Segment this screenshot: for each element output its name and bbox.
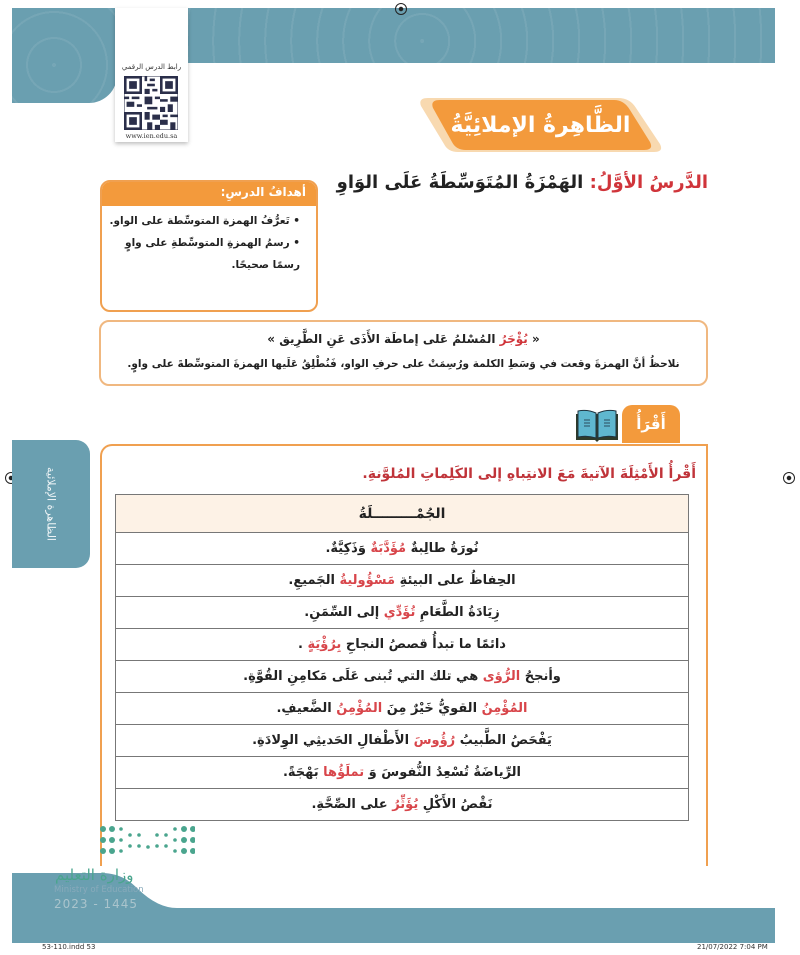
- read-badge: [622, 405, 680, 443]
- qr-label: رابط الدرس الرقمي: [121, 63, 182, 71]
- sentence-cell: [116, 757, 689, 789]
- objective-item: • رسمُ الهمزةِ المتوسِّطةِ على واوٍ رسمًا صحيحًا.: [108, 232, 300, 276]
- quote-text: المُسْلمُ عَلى إماطَة الأَذَى عَنِ الطَّرِيق: [279, 332, 496, 346]
- table-row: [116, 757, 689, 789]
- logo-dot: [181, 837, 187, 843]
- ministry-logo-icon: [100, 823, 195, 859]
- open-book-icon: [574, 408, 620, 444]
- sentence-text: إلى السِّمَنِ.: [304, 605, 380, 620]
- logo-dot: [155, 844, 159, 848]
- ministry-year: 2023 - 1445: [54, 897, 139, 911]
- logo-dot: [173, 827, 177, 831]
- top-banner-left: [12, 8, 117, 103]
- logo-dot: [119, 827, 123, 831]
- top-banner-right: [187, 8, 775, 63]
- sentence-text: القويُّ خَيْرٌ مِنَ: [386, 701, 478, 716]
- side-tab: [12, 440, 90, 568]
- lesson-label: الدَّرسُ الأوَّلُ:: [589, 172, 708, 193]
- logo-dot: [173, 849, 177, 853]
- sentence-cell: [116, 565, 689, 597]
- intro-quote: [101, 328, 706, 350]
- sentence-text: دائمًا ما تبدأُ قصصُ النجاحِ: [345, 637, 506, 652]
- sentences-table: [115, 494, 689, 821]
- read-badge-label: أَقْرَأُ: [636, 415, 666, 433]
- table-header: الجُمْـــــــــلَةُ: [116, 495, 689, 533]
- logo-dot: [119, 849, 123, 853]
- logo-dot: [100, 837, 106, 843]
- section-title-banner: [418, 96, 663, 154]
- sentence-text: هي تلك التي تُبنى عَلَى مَكامِنِ القُوَّةِ.: [243, 669, 479, 684]
- lesson-objectives-box: [100, 180, 318, 312]
- logo-dot: [190, 826, 195, 832]
- logo-dot: [109, 826, 115, 832]
- table-row: [116, 661, 689, 693]
- qr-url[interactable]: www.ien.edu.sa: [125, 132, 178, 140]
- sentence-text: الرِّياضَةُ تُسْعِدُ النُّفوسَ وَ: [368, 765, 521, 780]
- sentence-cell: [116, 597, 689, 629]
- side-tab-label: الظاهرة الإملائية: [44, 467, 58, 541]
- logo-dot: [173, 838, 177, 842]
- sentence-text: وَذَكِيَّةٌ.: [325, 541, 366, 556]
- sentence-text: على الصِّحَّةِ.: [311, 797, 388, 812]
- logo-dot: [164, 833, 168, 837]
- highlighted-word: الرُّؤى: [482, 669, 521, 684]
- sentence-text: الضَّعيفِ.: [276, 701, 332, 716]
- logo-dot: [164, 844, 168, 848]
- quote-close: »: [267, 332, 276, 346]
- logo-dot: [109, 848, 115, 854]
- highlighted-word: بِرُؤْيَةٍ: [307, 637, 342, 652]
- sentence-text: الحِفاظُ على البيئةِ: [399, 573, 516, 588]
- objective-item: • تَعرُّفُ الهمزة المتوسِّطة على الواو.: [108, 210, 300, 232]
- highlighted-word: المُؤْمِنُ: [336, 701, 383, 716]
- sentence-text: بَهْجَةً.: [282, 765, 319, 780]
- table-row: [116, 789, 689, 821]
- table-row: [116, 533, 689, 565]
- qr-card[interactable]: [115, 8, 188, 142]
- lesson-title: [326, 168, 708, 198]
- sentence-text: يَفْحَصُ الطَّبيبُ: [459, 733, 552, 748]
- intro-note: نلاحظُ أنَّ الهمزةَ وقعت في وَسَطِ الكلمة ورُسِمَتْ على حرفِ الواو، فَنُطْلِقُ عَلَيها الهمزةَ المتوسِّطةَ على واوٍ.: [127, 358, 680, 370]
- highlighted-word: رُؤُوسَ: [413, 733, 456, 748]
- table-header-row: [116, 495, 689, 533]
- sentence-cell: [116, 629, 689, 661]
- sentence-text: زِيَادَةُ الطَّعَامِ: [419, 605, 500, 620]
- sentence-cell: [116, 789, 689, 821]
- registration-mark-icon: [395, 3, 407, 15]
- objectives-header: [102, 182, 316, 206]
- read-instruction: أَقْرأُ الأَمْثِلَةَ الآتيةَ مَعَ الانتِباهِ إلى الكَلِماتِ المُلوَّنةِ.: [362, 466, 696, 482]
- logo-dot: [128, 833, 132, 837]
- ministry-name-en: Ministry of Education: [54, 885, 144, 895]
- table-row: [116, 725, 689, 757]
- sentence-text: .: [298, 637, 303, 652]
- logo-dot: [119, 838, 123, 842]
- table-row: [116, 693, 689, 725]
- intro-box: [99, 320, 708, 386]
- sentence-text: الجَميعِ.: [288, 573, 335, 588]
- highlighted-word: يُؤَثِّرُ: [392, 797, 419, 812]
- qr-code-icon[interactable]: [124, 76, 178, 130]
- logo-dot: [181, 848, 187, 854]
- logo-dot: [128, 844, 132, 848]
- logo-dot: [137, 844, 141, 848]
- sentence-cell: [116, 725, 689, 757]
- highlighted-word: مَسْؤُوليةُ: [339, 573, 396, 588]
- logo-dot: [181, 826, 187, 832]
- sentence-cell: [116, 533, 689, 565]
- sentence-text: نَقْصُ الأَكْلِ: [422, 797, 493, 812]
- highlighted-word: تُؤَدِّي: [383, 605, 416, 620]
- logo-dot: [137, 833, 141, 837]
- logo-dot: [146, 845, 150, 849]
- section-title: الظَّاهِرةُ الإملائِيَّةُ: [450, 112, 631, 138]
- logo-dot: [190, 848, 195, 854]
- quote-highlight: يُؤْجَرُ: [499, 332, 528, 346]
- lesson-name: الهَمْزَةُ المُتَوَسِّطَةُ عَلَى الوَاوِ: [336, 172, 584, 193]
- logo-dot: [155, 833, 159, 837]
- sentence-text: وأنجحُ: [524, 669, 561, 684]
- objectives-title: أهدافُ الدرسِ:: [220, 185, 306, 199]
- logo-dot: [100, 848, 106, 854]
- logo-dot: [109, 837, 115, 843]
- logo-dot: [100, 826, 106, 832]
- highlighted-word: تملَؤُها: [323, 765, 365, 780]
- highlighted-word: مُؤَدَّبَةٌ: [370, 541, 407, 556]
- table-row: [116, 597, 689, 629]
- table-row: [116, 565, 689, 597]
- highlighted-word: المُؤْمِنُ: [481, 701, 528, 716]
- quote-open: «: [531, 332, 540, 346]
- footer-date: 21/07/2022 7:04 PM: [697, 943, 768, 951]
- ministry-name-ar: وزارة التعليم: [55, 866, 134, 884]
- objectives-list: [108, 210, 310, 276]
- sentence-text: الأَطْفالِ الحَديثِي الوِلادَةِ.: [252, 733, 410, 748]
- footer-filename: 53-110.indd 53: [42, 943, 96, 951]
- sentence-text: نُورَةُ طالِبةٌ: [410, 541, 479, 556]
- table-row: [116, 629, 689, 661]
- sentence-cell: [116, 661, 689, 693]
- logo-dot: [190, 837, 195, 843]
- sentence-cell: [116, 693, 689, 725]
- registration-mark-icon: [783, 472, 795, 484]
